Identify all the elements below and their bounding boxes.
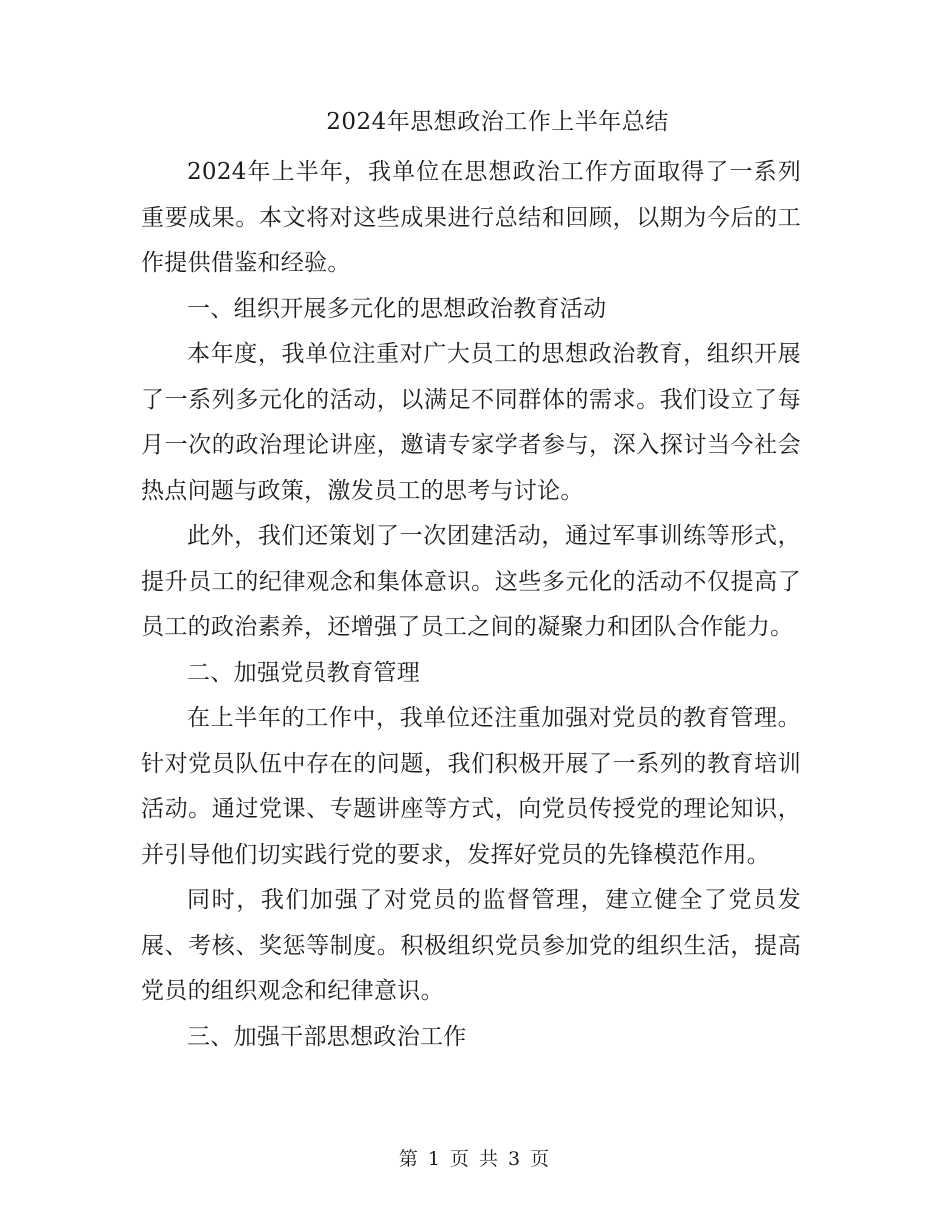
section-2-paragraph-1: 在上半年的工作中，我单位还注重加强对党员的教育管理。针对党员队伍中存在的问题，我们积极开展了一系列的教育培训活动。通过党课、专题讲座等方式，向党员传授党的理论知识，并引导他们切实践行党的要求，发挥好党员的先锋模范作用。 xyxy=(141,705,801,868)
section-2-paragraph-2: 同时，我们加强了对党员的监督管理，建立健全了党员发展、考核、奖惩等制度。积极组织党员参加党的组织生活，提高党员的组织观念和纪律意识。 xyxy=(141,887,801,1004)
section-heading-2: 二、加强党员教育管理 xyxy=(187,659,420,686)
section-heading-3: 三、加强干部思想政治工作 xyxy=(187,1023,467,1050)
section-heading-1: 一、组织开展多元化的思想政治教育活动 xyxy=(187,295,607,322)
intro-paragraph: 2024年上半年，我单位在思想政治工作方面取得了一系列重要成果。本文将对这些成果进行总结和回顾，以期为今后的工作提供借鉴和经验。 xyxy=(141,159,801,276)
document-body xyxy=(141,150,801,1060)
section-1-paragraph-2: 此外，我们还策划了一次团建活动，通过军事训练等形式，提升员工的纪律观念和集体意识。这些多元化的活动不仅提高了员工的政治素养，还增强了员工之间的凝聚力和团队合作能力。 xyxy=(141,523,801,640)
page-number-footer: 第 1 页 共 3 页 xyxy=(398,1148,552,1170)
document-title: 2024年思想政治工作上半年总结 xyxy=(326,109,669,135)
section-1-paragraph-1: 本年度，我单位注重对广大员工的思想政治教育，组织开展了一系列多元化的活动，以满足不同群体的需求。我们设立了每月一次的政治理论讲座，邀请专家学者参与，深入探讨当今社会热点问题与政策，激发员工的思考与讨论。 xyxy=(141,341,801,504)
